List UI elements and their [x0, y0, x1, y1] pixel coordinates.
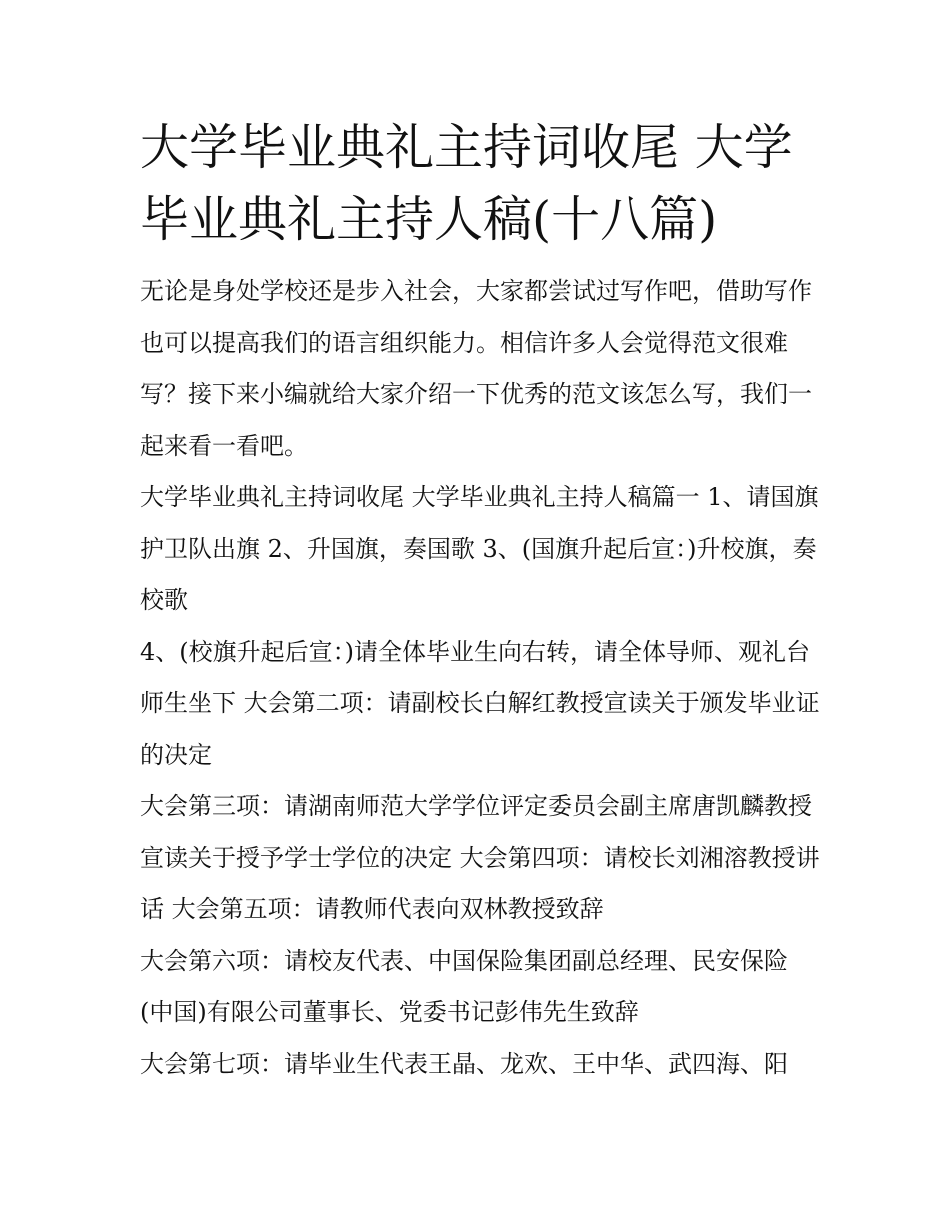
paragraph-item-seven: 大会第七项：请毕业生代表王晶、龙欢、王中华、武四海、阳 [140, 1049, 788, 1078]
paragraph-intro: 无论是身处学校还是步入社会，大家都尝试过写作吧，借助写作也可以提高我们的语言组织能力。相信许多人会觉得范文很难写？接下来小编就给大家介绍一下优秀的范文该怎么写，我们一起来看一看吧。 [140, 277, 812, 460]
document-body [140, 112, 820, 1090]
paragraph-part-one: 大学毕业典礼主持词收尾 大学毕业典礼主持人稿篇一 1、请国旗护卫队出旗 2、升国旗，奏国歌 3、(国旗升起后宣：)升校旗，奏校歌 [140, 483, 819, 614]
document-title: 大学毕业典礼主持词收尾 大学毕业典礼主持人稿(十八篇) [140, 119, 793, 248]
paragraph-item-three-to-five: 大会第三项：请湖南师范大学学位评定委员会副主席唐凯麟教授宣读关于授予学士学位的决定 大会第四项：请校长刘湘溶教授讲话 大会第五项：请教师代表向双林教授致辞 [140, 792, 820, 923]
paragraph-item-four: 4、(校旗升起后宣：)请全体毕业生向右转，请全体导师、观礼台师生坐下 大会第二项：请副校长白解红教授宣读关于颁发毕业证的决定 [140, 637, 820, 769]
paragraph-item-six: 大会第六项：请校友代表、中国保险集团副总经理、民安保险(中国)有限公司董事长、党委书记彭伟先生致辞 [140, 946, 788, 1026]
